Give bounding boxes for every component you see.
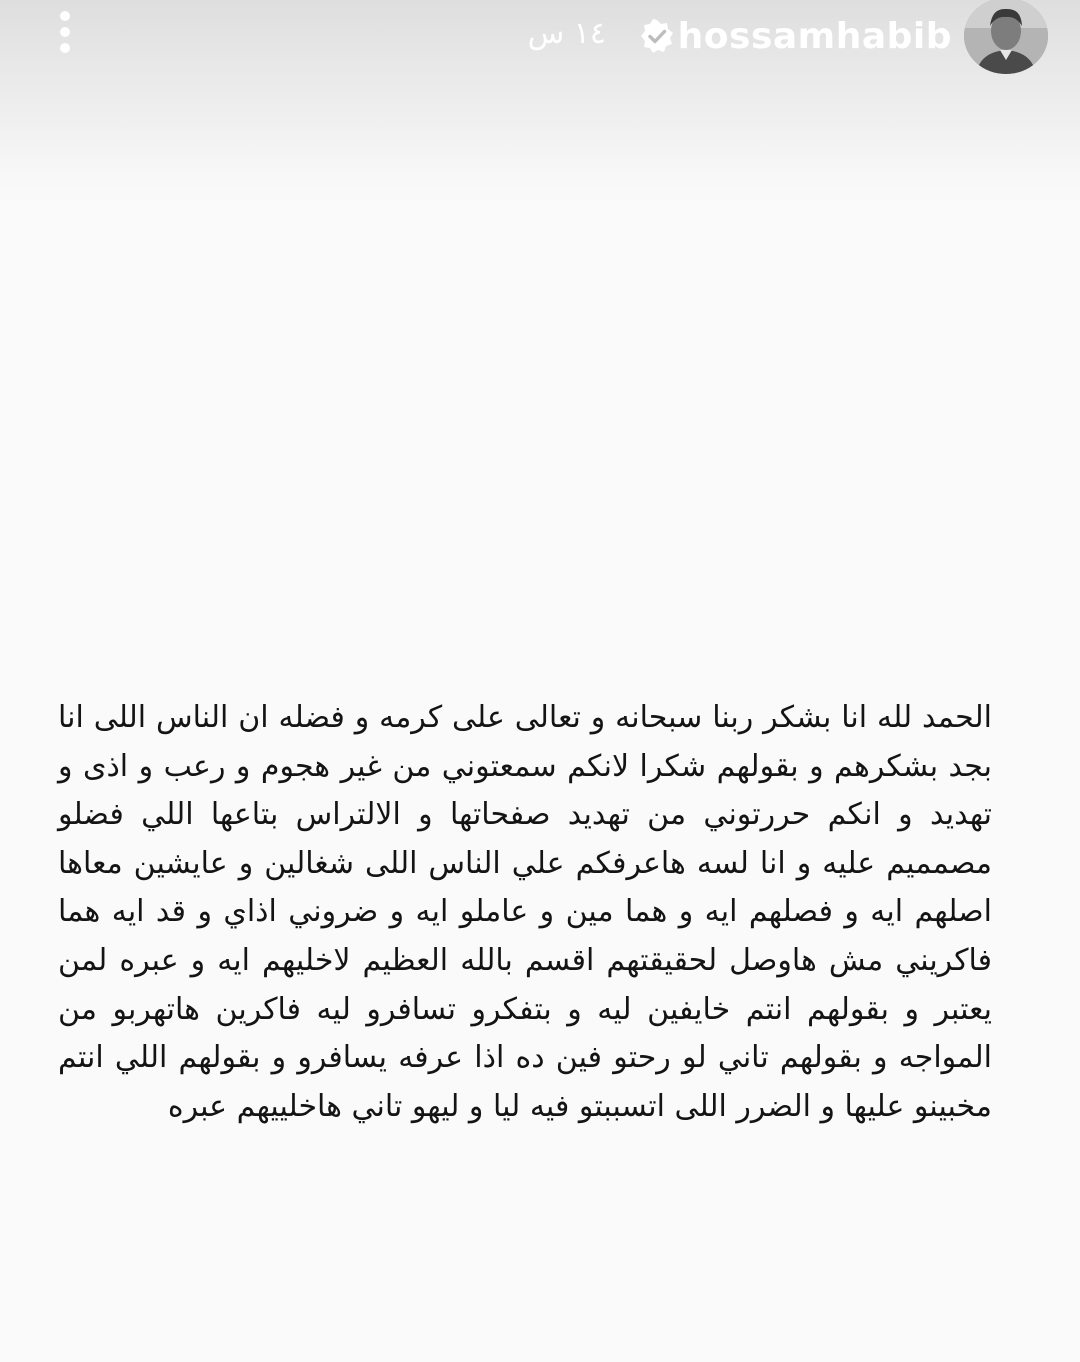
username-link[interactable]: hossamhabib xyxy=(677,15,952,57)
story-text-line: الحمد لله انا بشكر ربنا سبحانه و تعالى على كرمه و فضله ان الناس اللى انا xyxy=(58,700,992,735)
story-text-block xyxy=(58,694,992,1131)
story-text-line: بجد بشكرهم و بقولهم شكرا لانكم سمعتوني من غير هجوم و رعب و اذى و xyxy=(58,748,992,784)
story-timestamp: ١٤ س xyxy=(527,16,606,51)
story-text-line: المواجه و بقولهم تاني لو رحتو فين ده اذا عرفه يسافرو و بقولهم اللي انتم xyxy=(58,1040,992,1076)
story-text-line: مصمميم عليه و انا لسه هاعرفكم علي الناس اللى شغالين و عايشين معاها xyxy=(58,845,992,881)
avatar[interactable] xyxy=(964,0,1048,74)
more-options-button[interactable] xyxy=(48,8,82,56)
story-text-line: اصلهم ايه و فصلهم ايه و هما مين و عاملو ايه و ضروني اذاي و قد ايه هما xyxy=(58,894,992,930)
story-text-line: فاكريني مش هاوصل لحقيقتهم اقسم بالله العظيم لاخليهم ايه و عبره لمن xyxy=(58,942,992,978)
story-text-line: يعتبر و بقولهم انتم خايفين ليه و بتفكرو تسافرو ليه فاكرين هاتهربو من xyxy=(58,991,992,1027)
story-text-line: مخبينو عليها و الضرر اللى اتسببتو فيه ليا و ليهو تاني هاخلييهم عبره xyxy=(167,1088,992,1124)
verified-badge-icon xyxy=(640,19,674,53)
story-header xyxy=(0,0,1080,80)
profile-photo xyxy=(964,0,1048,74)
username-row[interactable] xyxy=(640,10,952,62)
story-text-line: تهديد و انكم حررتوني من تهديد صفحاتها و الالتراس بتاعها اللي فضلو xyxy=(58,797,992,833)
more-vertical-icon xyxy=(48,8,82,56)
